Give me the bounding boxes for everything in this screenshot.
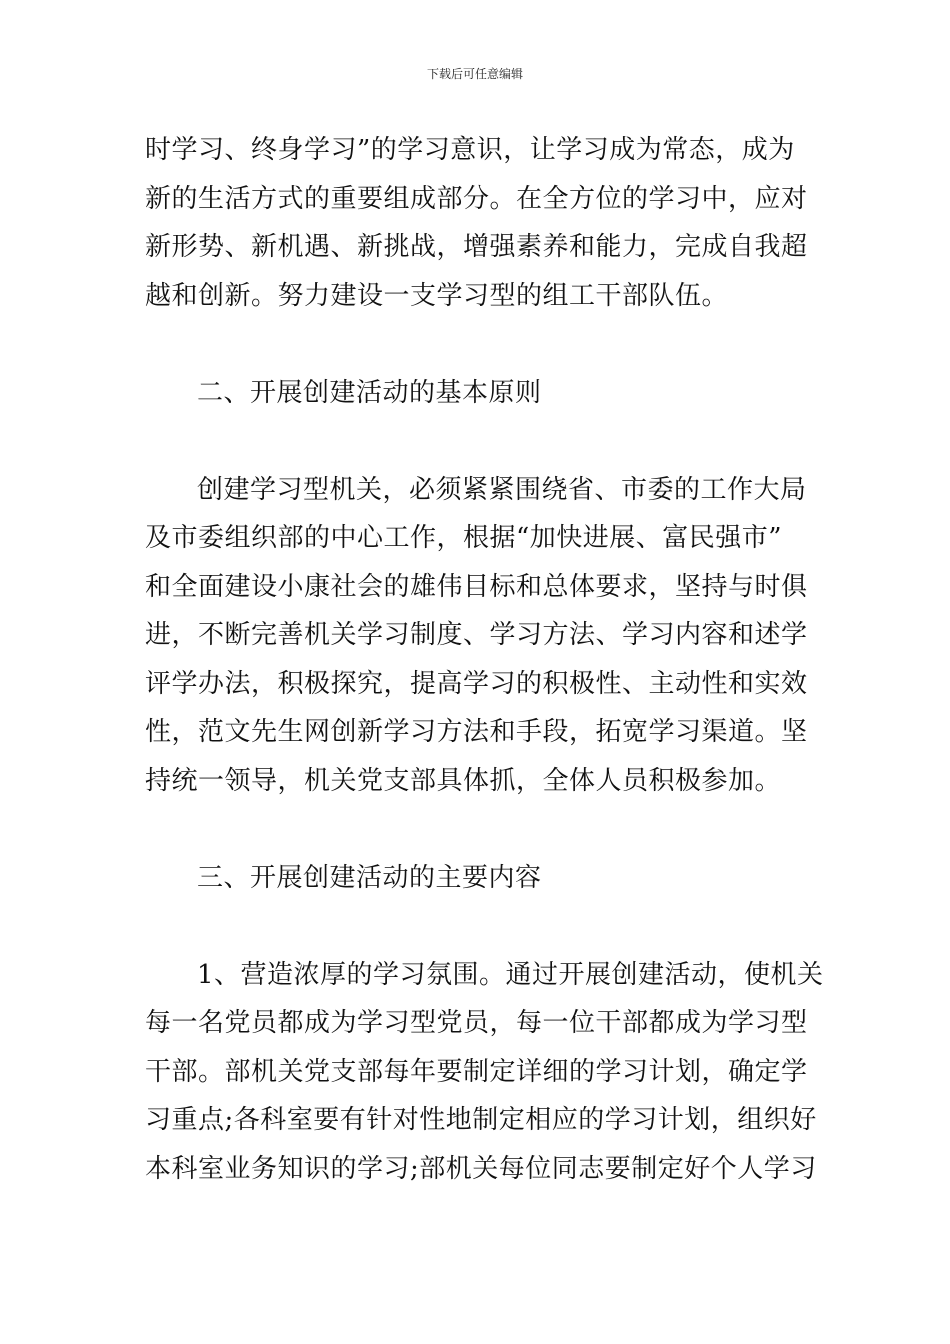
paragraph-line: 干部。部机关党支部每年要制定详细的学习计划，确定学 [145,1056,808,1087]
section-heading-text: 二、开展创建活动的基本原则 [197,377,542,408]
paragraph-1 [145,126,815,320]
paragraph-2 [145,466,815,806]
paragraph-line: 习重点;各科室要有针对性地制定相应的学习计划，组织好 [145,1105,817,1135]
paragraph-line: 新形势、新机遇、新挑战，增强素养和能力，完成自我超 [145,232,808,262]
paragraph-gap [145,902,815,951]
paragraph-line: 创建学习型机关，必须紧紧围绕省、市委的工作大局 [197,474,807,505]
paragraph-line: 性，范文先生网创新学习方法和手段，拓宽学习渠道。坚 [145,717,808,747]
paragraph-line: 本科室业务知识的学习;部机关每位同志要制定好个人学习 [145,1153,817,1184]
paragraph-line: 时学习、终身学习”的学习意识，让学习成为常态，成为 [145,135,795,165]
paragraph-gap [145,805,815,854]
section-heading-3 [145,854,815,903]
paragraph-line: 越和创新。努力建设一支学习型的组工干部队伍。 [145,280,729,311]
paragraph-line: 持统一领导，机关党支部具体抓，全体人员积极参加。 [145,765,782,796]
paragraph-line: 评学办法，积极探究，提高学习的积极性、主动性和实效 [145,668,808,699]
paragraph-line: 进，不断完善机关学习制度、学习方法、学习内容和述学 [145,620,808,650]
paragraph-line: 1、营造浓厚的学习氛围。通过开展创建活动，使机关 [197,959,824,990]
paragraph-gap [145,320,815,369]
section-heading-text: 三、开展创建活动的主要内容 [197,862,542,893]
section-heading-2 [145,369,815,418]
paragraph-gap [145,417,815,466]
paragraph-3 [145,951,824,1194]
document-body [145,126,824,1193]
page-header-note: 下载后可任意编辑 [426,67,523,81]
paragraph-line: 每一名党员都成为学习型党员，每一位干部都成为学习型 [145,1008,808,1038]
paragraph-line: 及市委组织部的中心工作，根据“加快进展、富民强市” [145,523,783,553]
paragraph-line: 和全面建设小康社会的雄伟目标和总体要求，坚持与时俱 [145,571,808,602]
paragraph-line: 新的生活方式的重要组成部分。在全方位的学习中，应对 [145,183,808,214]
